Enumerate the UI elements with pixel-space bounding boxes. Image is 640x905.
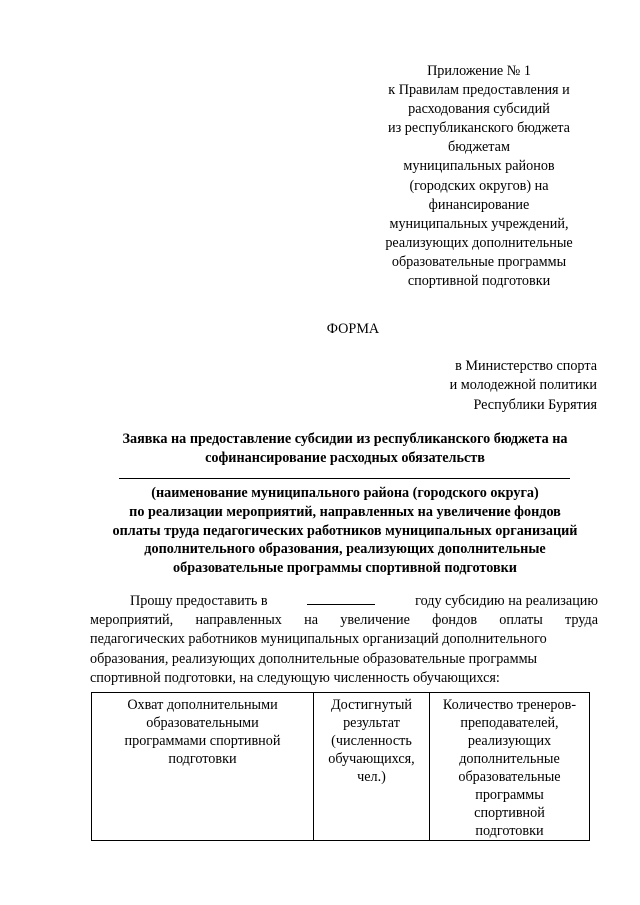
addressee-block — [450, 357, 597, 415]
paragraph-word: увеличение — [340, 612, 410, 629]
appendix-line: бюджетам — [448, 139, 510, 156]
subtitle-line: оплаты труда педагогических работников муниципальных организаций — [112, 522, 578, 539]
paragraph-word: мероприятий, — [90, 612, 174, 629]
appendix-line: Приложение № 1 — [427, 63, 531, 79]
table-header-coverage — [92, 693, 314, 841]
appendix-line: муниципальных районов — [403, 158, 555, 175]
paragraph-word: направленных — [195, 612, 282, 629]
paragraph-word: на — [304, 612, 319, 629]
appendix-line: образовательные программы — [391, 253, 567, 270]
table-header-result — [314, 693, 430, 841]
municipality-name-fill-line — [119, 478, 570, 479]
form-label: ФОРМА — [326, 321, 380, 337]
header-line: обучающихся, — [328, 751, 415, 767]
paragraph-word: фондов — [432, 612, 478, 629]
paragraph-text: спортивной подготовки, на следующую численность обучающихся: — [90, 669, 500, 686]
subtitle-line: по реализации мероприятий, направленных на увеличение фондов — [129, 503, 561, 520]
header-line: образовательные — [458, 769, 561, 785]
document-subtitle — [60, 484, 630, 578]
header-line: преподавателей, — [460, 715, 559, 731]
table-header-row — [92, 693, 590, 841]
header-line: Количество тренеров- — [442, 697, 577, 713]
header-line: дополнительные — [459, 751, 560, 767]
enrollment-table — [91, 692, 590, 841]
year-blank-line — [307, 592, 375, 605]
paragraph-line — [90, 669, 598, 688]
header-line: (численность — [331, 733, 412, 749]
paragraph-text: Прошу предоставить в — [130, 593, 268, 609]
appendix-line: из республиканского бюджета — [388, 120, 570, 137]
subtitle-line: образовательные программы спортивной подготовки — [173, 560, 517, 577]
header-line: подготовки — [168, 751, 237, 767]
addressee-line: и молодежной политики — [449, 377, 597, 394]
paragraph-word: труда — [565, 612, 598, 629]
paragraph-word: оплаты — [499, 612, 543, 629]
header-line: реализующих — [467, 733, 552, 749]
header-line: чел.) — [357, 769, 386, 785]
paragraph-text: образования, реализующих дополнительные образовательные программы — [90, 650, 538, 667]
document-title — [60, 430, 630, 468]
header-line: результат — [343, 715, 400, 731]
appendix-line: к Правилам предоставления и — [388, 82, 570, 99]
paragraph-text: педагогических работников муниципальных организаций дополнительного — [90, 631, 547, 648]
appendix-line: расходования субсидий — [408, 101, 550, 118]
appendix-line: (городских округов) на — [409, 177, 549, 194]
header-line: подготовки — [475, 823, 544, 839]
appendix-header — [350, 62, 608, 291]
subtitle-line: (наименование муниципального района (городского округа) — [151, 485, 539, 501]
appendix-line: финансирование — [428, 196, 530, 213]
paragraph-line — [90, 650, 598, 669]
header-line: образовательными — [146, 715, 259, 731]
appendix-line: реализующих дополнительные — [385, 234, 573, 251]
paragraph-line — [90, 611, 598, 630]
title-line: Заявка на предоставление субсидии из республиканского бюджета на — [122, 431, 568, 447]
header-line: Достигнутый — [330, 697, 413, 713]
paragraph-line — [90, 630, 598, 649]
paragraph-text: году субсидию на реализацию — [415, 593, 598, 609]
addressee-line: Республики Бурятия — [473, 396, 597, 413]
appendix-line: муниципальных учреждений, — [389, 215, 569, 232]
subtitle-line: дополнительного образования, реализующих дополнительные — [144, 541, 546, 558]
header-line: программы — [475, 787, 544, 803]
request-paragraph — [90, 592, 598, 688]
addressee-line: в Министерство спорта — [455, 358, 597, 374]
header-line: Охват дополнительными — [127, 697, 278, 713]
header-line: спортивной — [474, 805, 545, 821]
title-line: софинансирование расходных обязательств — [205, 449, 485, 466]
appendix-line: спортивной подготовки — [407, 273, 551, 290]
header-line: программами спортивной — [124, 733, 281, 749]
table-header-coaches — [430, 693, 590, 841]
paragraph-line — [90, 592, 598, 611]
